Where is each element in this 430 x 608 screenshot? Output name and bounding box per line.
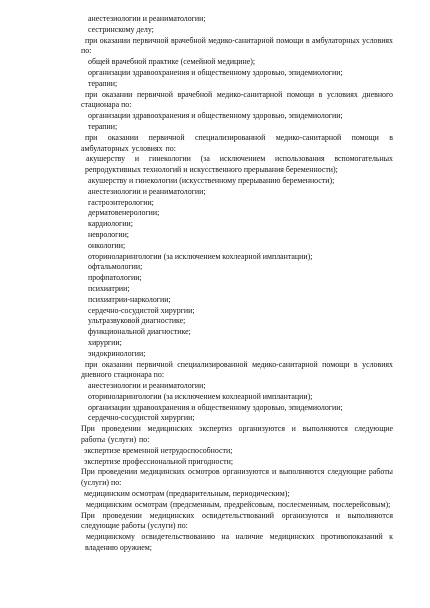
paragraph: онкологии; [88,240,126,250]
paragraph: организации здравоохранения и общественному здоровью, эпидемиологии; [88,402,343,412]
paragraph: При проведении медицинских экспертиз организуются и выполняются следующие работы (услуги) по: [81,424,393,445]
paragraph: при оказании первичной врачебной медико-санитарной помощи в условиях дневного стационара по: [81,89,393,110]
paragraph: медицинским осмотрам (предсменным, предрейсовым, послесменным, послерейсовым); [86,499,391,509]
paragraph: дерматовенерологии; [88,208,160,218]
paragraph: офтальмологии; [88,262,143,272]
paragraph: психиатрии-наркологии; [88,294,171,304]
paragraph: При проведении медицинских осмотров организуются и выполняются следующие работы (услуги) по: [81,467,393,488]
paragraph: сестринскому делу; [88,24,154,34]
paragraph: анестезиологии и реаниматологии; [88,381,206,391]
paragraph: организации здравоохранения и общественному здоровью, эпидемиологии; [88,111,343,121]
paragraph: акушерству и гинекологии (искусственному прерыванию беременности); [88,175,335,185]
paragraph: сердечно-сосудистой хирургии; [88,305,195,315]
paragraph: при оказании первичной специализированной медико-санитарной помощи в условиях дневного стационара по: [81,359,393,380]
paragraph: профпатологии; [88,273,142,283]
document-page [81,14,393,554]
paragraph: эндокринологии; [88,348,146,358]
paragraph: организации здравоохранения и общественному здоровью, эпидемиологии; [88,67,343,77]
paragraph: оториноларингологии (за исключением кохлеарной имплантации); [88,251,313,261]
paragraph: акушерству и гинекологии (за исключением использования вспомогательных репродуктивных технологий и искусственного прерывания беременности); [85,154,393,175]
paragraph: общей врачебной практике (семейной медицине); [88,57,256,67]
paragraph: оториноларингологии (за исключением кохлеарной имплантации); [88,391,313,401]
paragraph: экспертизе профессиональной пригодности; [84,456,234,466]
paragraph: экспертизе временной нетрудоспособности; [84,445,233,455]
paragraph: анестезиологии и реаниматологии; [88,186,206,196]
paragraph: неврологии; [88,229,129,239]
paragraph: функциональной диагностике; [88,327,191,337]
paragraph: при оказании первичной специализированной медико-санитарной помощи в амбулаторных условиях по: [81,132,393,153]
paragraph: терапии; [88,121,118,131]
paragraph: кардиологии; [88,219,133,229]
paragraph: анестезиологии и реаниматологии; [88,14,206,23]
paragraph: хирургии; [88,337,122,347]
paragraph: психиатрии; [88,283,130,293]
paragraph: гастроэнтерологии; [88,197,154,207]
paragraph: медицинским осмотрам (предварительным, периодическим); [84,489,290,499]
paragraph: При проведении медицинских освидетельствований организуются и выполняются следующие работы (услуги) по: [81,510,393,531]
paragraph: ультразвуковой диагностике; [88,316,186,326]
paragraph: медицинскому освидетельствованию на наличие медицинских противопоказаний к владению оружием; [85,532,393,553]
paragraph: при оказании первичной врачебной медико-санитарной помощи в амбулаторных условиях по: [81,35,393,56]
paragraph: терапии; [88,78,118,88]
paragraph: сердечно-сосудистой хирургии; [88,413,195,423]
